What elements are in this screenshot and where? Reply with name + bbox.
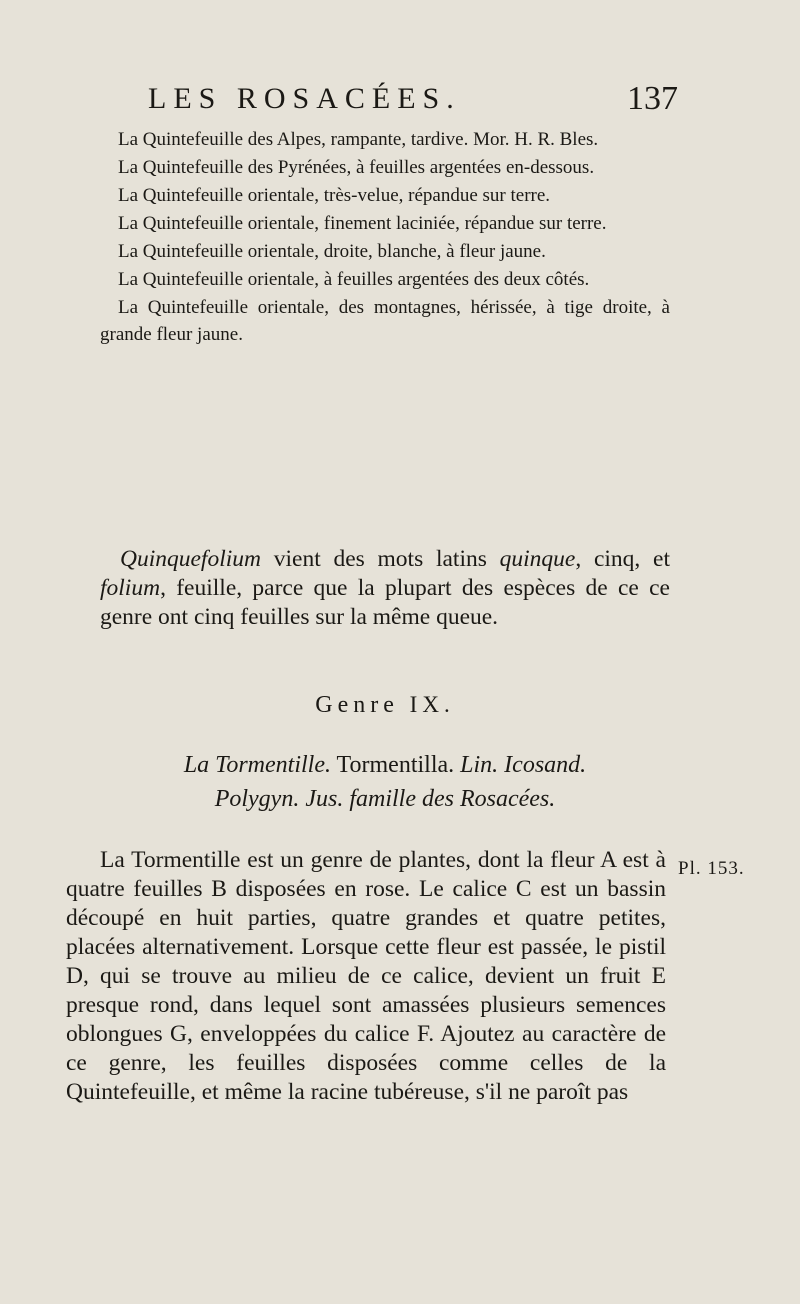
species-entry: La Quintefeuille orientale, très-velue, répandue sur terre. [118,185,551,206]
latin-word: quinque [499,546,576,572]
species-entry: La Quintefeuille orientale, à feuilles argentées des deux côtés. [118,269,590,290]
genre-heading [100,692,670,719]
latin-name: Tormentilla. [330,752,461,778]
genre-number: IX. [409,692,455,717]
classification: Lin. Icosand. [460,752,587,778]
running-title: LES ROSACÉES. [148,82,461,115]
species-entry: La Quintefeuille orientale, des montagnes, hérissée, à tige droite, à grande fleur jaune. [100,297,670,345]
etymology-text: , cinq, et [575,546,670,572]
species-entry: La Quintefeuille orientale, droite, blanche, à fleur jaune. [118,241,546,262]
species-entry: La Quintefeuille orientale, finement laciniée, répandue sur terre. [118,213,607,234]
french-name: La Tormentille. [183,752,331,778]
plate-reference: Pl. 153. [678,858,745,879]
species-entry: La Quintefeuille des Pyrénées, à feuilles argentées en-dessous. [118,157,595,178]
etymology-text: , feuille, parce que la plupart des espèces de ce ce genre ont cinq feuilles sur la même queue. [100,575,670,630]
page-number: 137 [627,80,678,117]
genre-label: Genre [315,692,399,718]
etymology-paragraph [100,545,670,632]
family-line: Polygyn. Jus. famille des Rosacées. [214,786,556,812]
etymology-term: Quinquefolium [120,546,261,572]
species-heading-line [100,748,670,782]
species-entry: La Quintefeuille des Alpes, rampante, tardive. Mor. H. R. Bles. [118,129,599,150]
description-paragraph: La Tormentille est un genre de plantes, dont la fleur A est à quatre feuilles B disposées en rose. Le calice C est un bassin découpé en huit parties, quatre grandes et quatre petites, placées alternativement. Lorsque cette fleur est passée, le pistil D, qui se trouve au milieu de ce calice, devient un fruit E presque rond, dans lequel sont amassées plusieurs semences oblongues G, enveloppées du calice F. Ajoutez au caractère de ce genre, les feuilles disposées comme celles de la Quintefeuille, et même la racine tubéreuse, s'il ne paroît pas [66,847,666,1105]
latin-word: folium [100,575,161,601]
etymology-text: vient des mots latins [261,546,500,572]
running-head [148,78,678,122]
species-list [100,126,670,349]
species-heading [100,748,670,816]
